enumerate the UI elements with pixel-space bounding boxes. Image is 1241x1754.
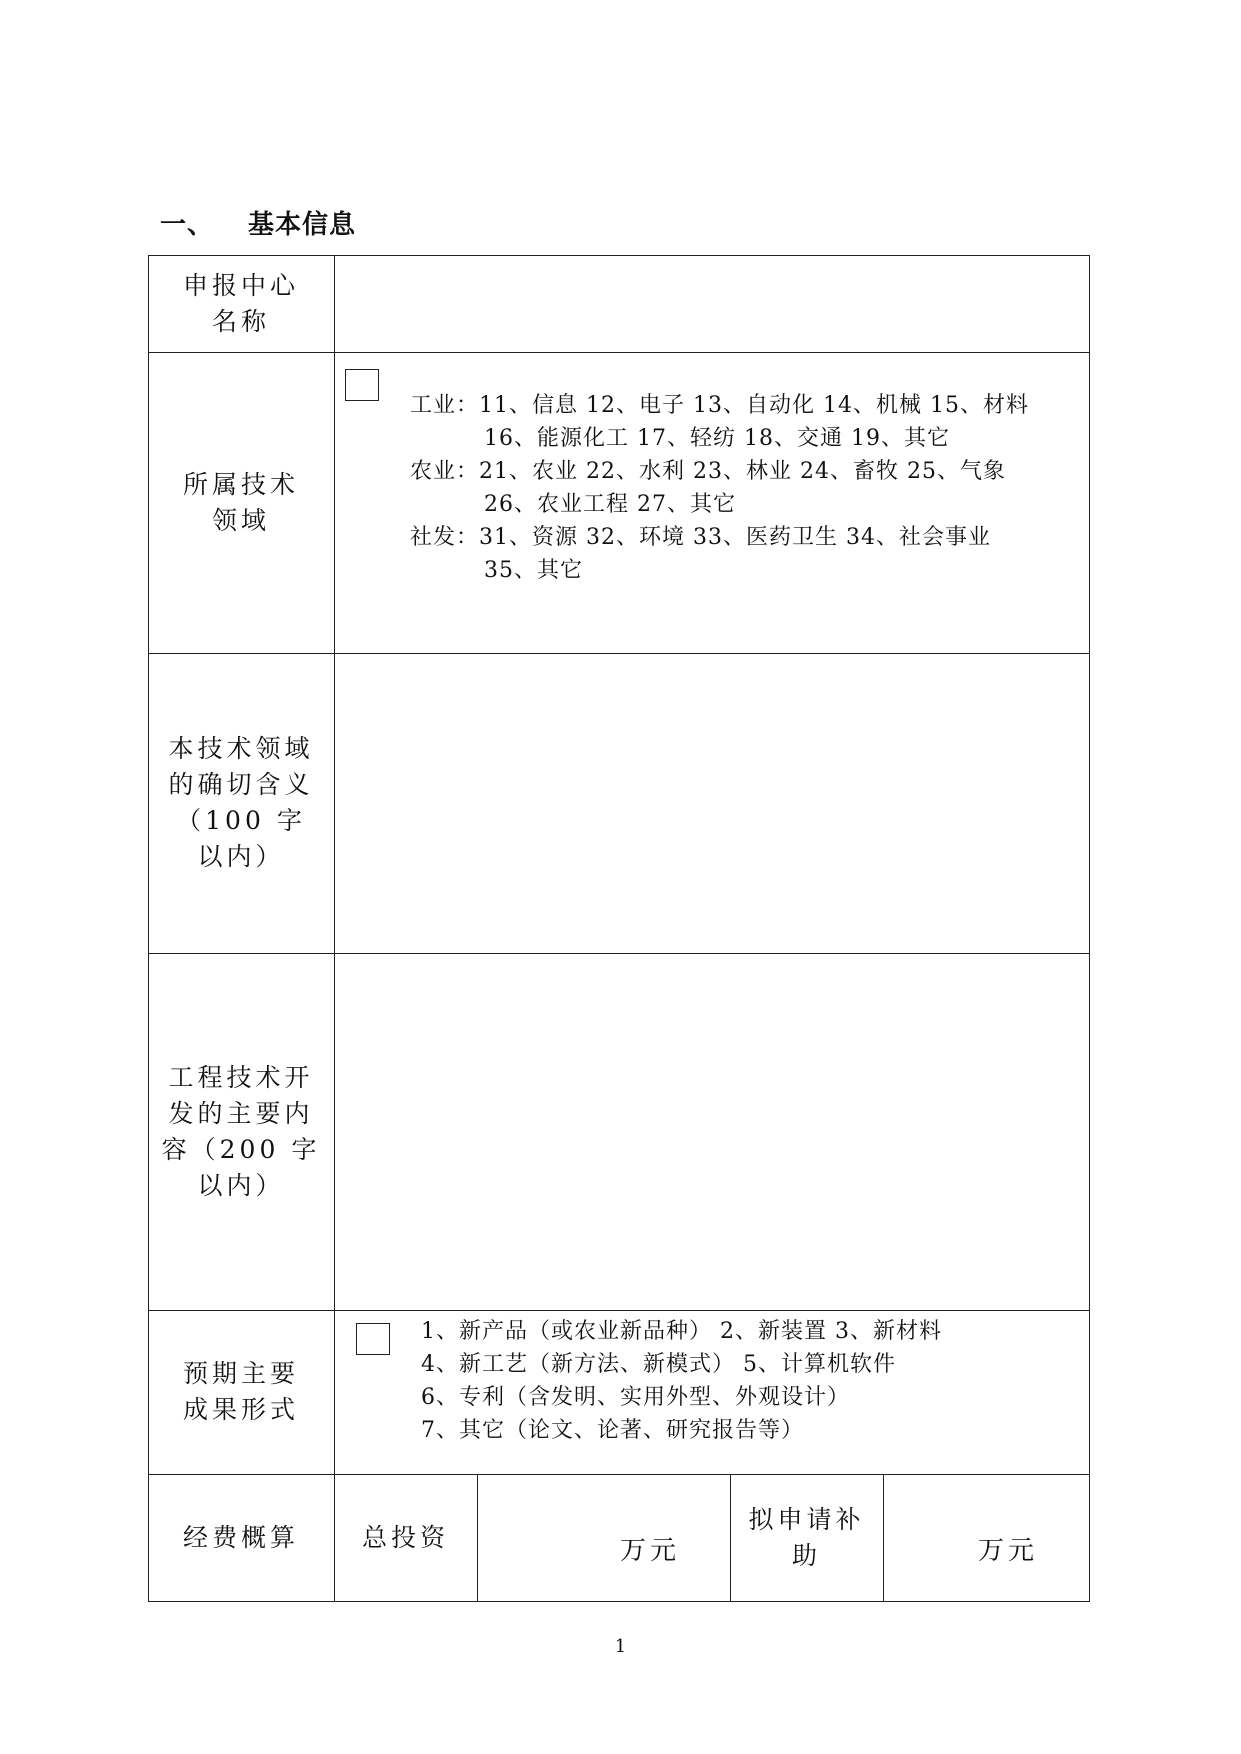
dev-content-label bbox=[148, 953, 334, 1310]
budget-label-text: 经费概算 bbox=[182, 1522, 299, 1552]
outcome-line: 4、新工艺（新方法、新模式） 5、计算机软件 bbox=[421, 1352, 896, 1377]
field-meaning-field[interactable] bbox=[336, 655, 1088, 952]
label-line: 申报中心 bbox=[182, 270, 299, 300]
section-title: 基本信息 bbox=[248, 210, 357, 240]
outcomes-checkbox[interactable] bbox=[356, 1323, 390, 1355]
tech-field-category-agriculture bbox=[410, 455, 1006, 521]
column-divider bbox=[334, 255, 335, 1602]
dev-content-field[interactable] bbox=[336, 955, 1088, 1309]
table-border-bottom bbox=[148, 1601, 1090, 1602]
section-number: 一、 bbox=[160, 210, 215, 240]
label-line: 预期主要 bbox=[182, 1359, 299, 1388]
outcomes-label bbox=[148, 1310, 334, 1474]
tech-field-label bbox=[148, 352, 334, 653]
category-line: 农业：21、农业 22、水利 23、林业 24、畜牧 25、气象 bbox=[410, 459, 1006, 484]
label-line: 成果形式 bbox=[182, 1395, 299, 1424]
total-investment-text: 总投资 bbox=[361, 1522, 449, 1552]
outcome-line: 1、新产品（或农业新品种） 2、新装置 3、新材料 bbox=[421, 1319, 942, 1344]
tech-field-category-industry bbox=[410, 389, 1029, 455]
label-line: 所属技术 bbox=[182, 469, 299, 499]
center-name-label bbox=[148, 255, 334, 352]
outcome-line: 7、其它（论文、论著、研究报告等） bbox=[421, 1418, 804, 1443]
tech-field-category-social bbox=[410, 521, 991, 587]
category-line: 26、农业工程 27、其它 bbox=[484, 492, 736, 517]
category-line: 社发：31、资源 32、环境 33、医药卫生 34、社会事业 bbox=[410, 525, 991, 550]
category-line: 35、其它 bbox=[484, 558, 583, 583]
label-line: 领域 bbox=[211, 505, 270, 535]
category-line: 工业：11、信息 12、电子 13、自动化 14、机械 15、材料 bbox=[410, 393, 1029, 418]
total-investment-unit: 万元 bbox=[620, 1536, 681, 1566]
label-line: 工程技术开 bbox=[168, 1062, 314, 1092]
section-heading bbox=[160, 204, 356, 241]
subsidy-unit: 万元 bbox=[978, 1536, 1039, 1566]
page-number: 1 bbox=[614, 1636, 627, 1657]
field-meaning-label bbox=[148, 653, 334, 953]
label-line: 发的主要内 bbox=[168, 1098, 314, 1128]
label-line: 拟申请补 bbox=[748, 1504, 865, 1534]
label-line: 以内） bbox=[197, 842, 285, 871]
outcome-line: 6、专利（含发明、实用外型、外观设计） bbox=[421, 1385, 850, 1410]
label-line: 名称 bbox=[211, 306, 270, 336]
basic-info-table bbox=[148, 255, 1090, 1602]
budget-divider bbox=[883, 1474, 884, 1602]
subsidy-field[interactable] bbox=[885, 1476, 965, 1600]
label-line: （100 字 bbox=[176, 806, 306, 835]
outcomes-options bbox=[421, 1315, 942, 1447]
label-line: 的确切含义 bbox=[168, 770, 314, 799]
label-line: 本技术领域 bbox=[168, 734, 314, 763]
subsidy-label bbox=[730, 1474, 883, 1601]
center-name-field[interactable] bbox=[336, 257, 1088, 351]
table-border-right bbox=[1089, 255, 1090, 1602]
label-line: 容（200 字 bbox=[161, 1134, 321, 1164]
budget-divider bbox=[477, 1474, 478, 1602]
label-line: 助 bbox=[791, 1540, 821, 1570]
tech-field-checkbox[interactable] bbox=[345, 369, 379, 401]
label-line: 以内） bbox=[197, 1170, 285, 1200]
budget-label bbox=[148, 1474, 334, 1601]
total-investment-label bbox=[334, 1474, 477, 1601]
category-line: 16、能源化工 17、轻纺 18、交通 19、其它 bbox=[484, 426, 950, 451]
